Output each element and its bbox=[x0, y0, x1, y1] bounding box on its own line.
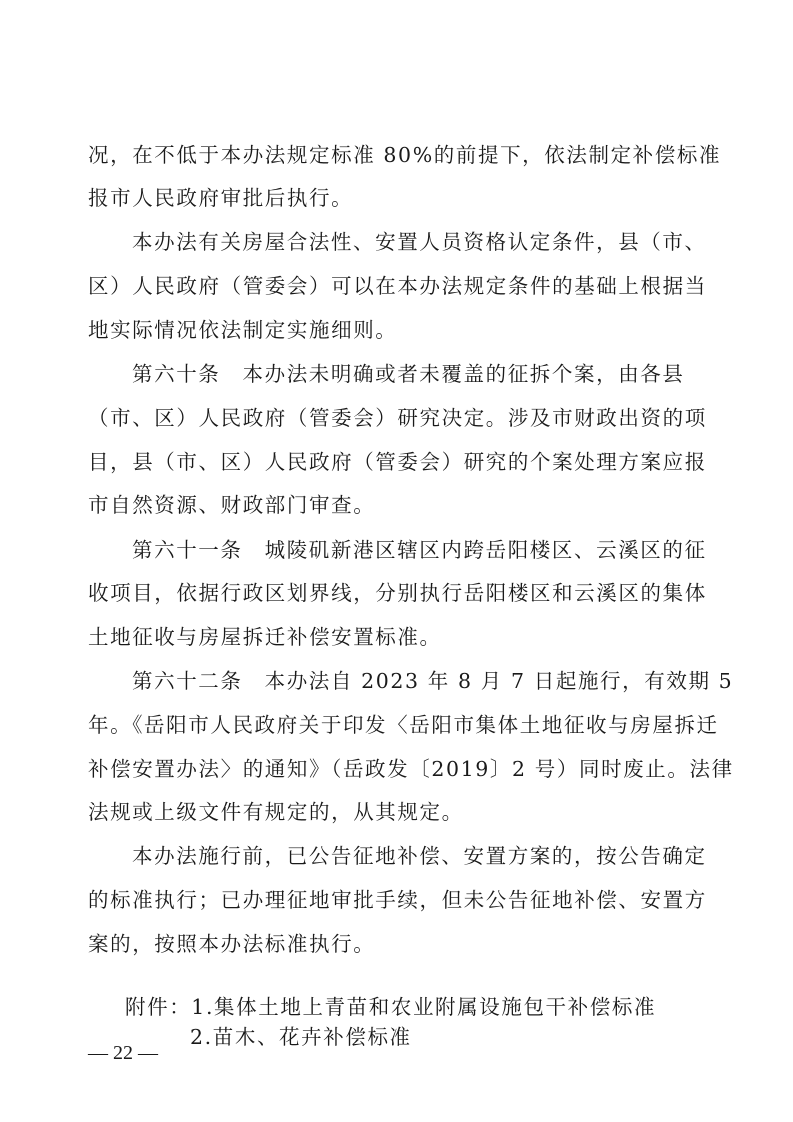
body-text-line: 收项目，依据行政区划界线，分别执行岳阳楼区和云溪区的集体 bbox=[88, 581, 707, 605]
body-text-line: 况，在不低于本办法规定标准 80%的前提下，依法制定补偿标准 bbox=[88, 143, 722, 167]
body-text-line: 补偿安置办法〉的通知》（岳政发〔2019〕2 号）同时废止。法律 bbox=[88, 757, 734, 781]
article-62-line: 第六十二条 本办法自 2023 年 8 月 7 日起施行，有效期 5 bbox=[132, 669, 734, 693]
body-text-line: 本办法有关房屋合法性、安置人员资格认定条件，县（市、 bbox=[132, 230, 707, 254]
body-text-line: 本办法施行前，已公告征地补偿、安置方案的，按公告确定 bbox=[132, 844, 707, 868]
body-text-line: （市、区）人民政府（管委会）研究决定。涉及市财政出资的项 bbox=[88, 406, 707, 430]
body-text-line: 年。《岳阳市人民政府关于印发〈岳阳市集体土地征收与房屋拆迁 bbox=[88, 713, 719, 737]
body-text-line: 案的，按照本办法标准执行。 bbox=[88, 932, 376, 956]
body-text-line: 报市人民政府审批后执行。 bbox=[88, 186, 354, 210]
body-text-line: 目，县（市、区）人民政府（管委会）研究的个案处理方案应报 bbox=[88, 450, 707, 474]
body-text-line: 的标准执行；已办理征地审批手续，但未公告征地补偿、安置方 bbox=[88, 888, 707, 912]
article-61-line: 第六十一条 城陵矶新港区辖区内跨岳阳楼区、云溪区的征 bbox=[132, 538, 707, 562]
article-60-line: 第六十条 本办法未明确或者未覆盖的征拆个案，由各县 bbox=[132, 362, 685, 386]
page-number: — 22 — bbox=[88, 1042, 158, 1064]
body-text-line: 区）人民政府（管委会）可以在本办法规定条件的基础上根据当 bbox=[88, 274, 707, 298]
body-text-line: 法规或上级文件有规定的，从其规定。 bbox=[88, 800, 464, 824]
body-text-line: 地实际情况依法制定实施细则。 bbox=[88, 318, 398, 342]
attachment-item-1: 附件：1.集体土地上青苗和农业附属设施包干补偿标准 bbox=[125, 995, 657, 1019]
body-text-line: 土地征收与房屋拆迁补偿安置标准。 bbox=[88, 625, 442, 649]
attachment-item-2: 2.苗木、花卉补偿标准 bbox=[190, 1025, 412, 1049]
body-text-line: 市自然资源、财政部门审查。 bbox=[88, 493, 376, 517]
